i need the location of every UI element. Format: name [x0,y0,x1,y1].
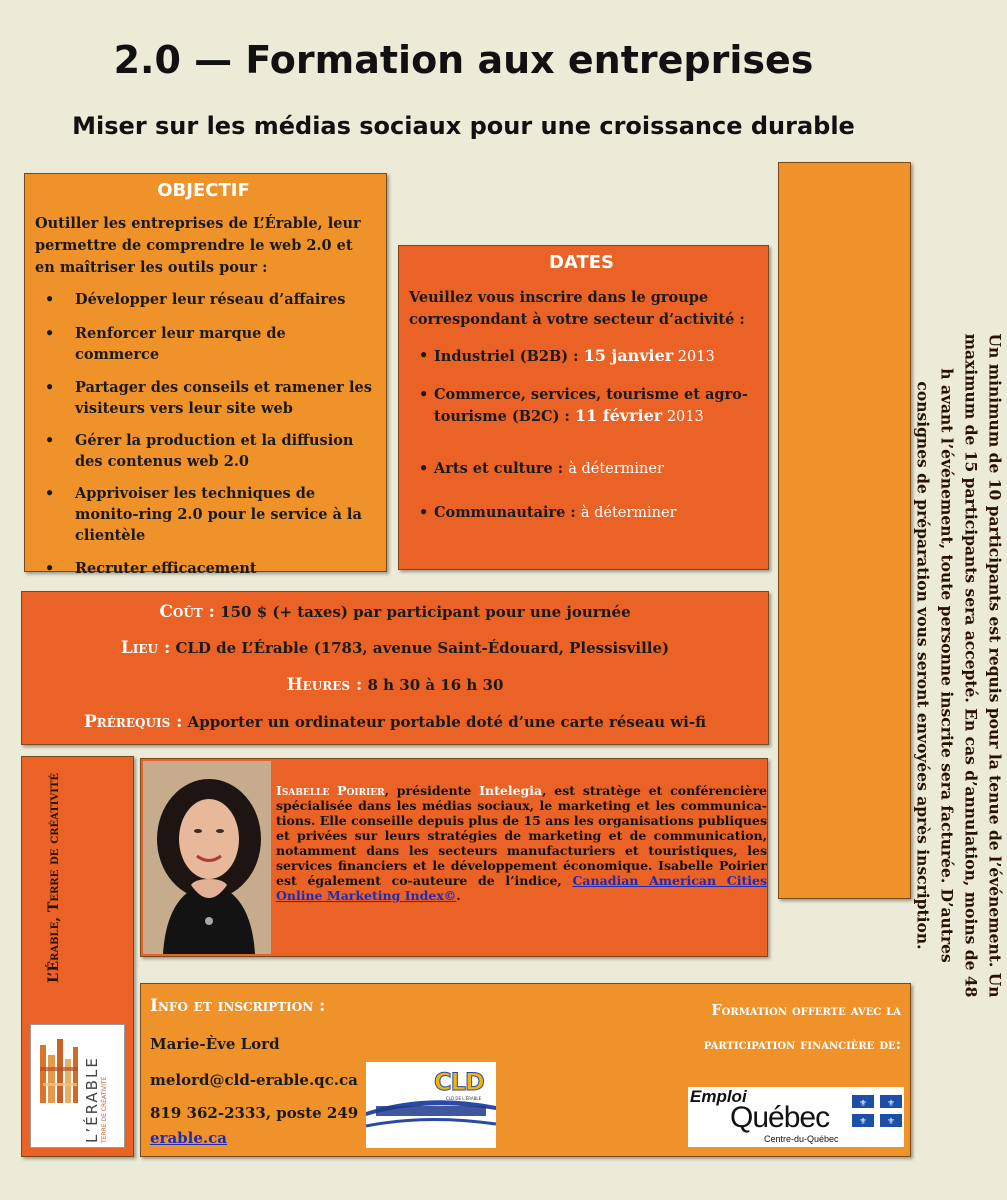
erable-logo [30,1024,125,1148]
bio-box [140,758,768,957]
dates-item-date: 15 janvier [583,346,674,365]
objectif-box [24,173,387,577]
financing-text [561,994,901,1062]
dates-item-label: Communautaire : [434,504,581,521]
cld-logo [366,1062,496,1148]
contact-phone: 819 362-2333, poste 249 [150,1104,359,1122]
dates-item-date: à déterminer [568,461,664,477]
bio-part2: , est stratège et conférencière spécialisée dans les médias sociaux, le marketing et les communica-tions. Elle conseille depuis plus de 15 ans les organisations publiques et privées sur leurs stratégies de marketing et de communication, notamment dans les secteurs manufacturiers et touristiques, les services financiers et le développement économique. Isabelle Poirier est également co-auteure de l’indice, [276,783,767,888]
erable-logo-tag: TERRE DE CRÉATIVITÉ [101,1076,108,1143]
dates-intro: Veuillez vous inscrire dans le groupe correspondant à votre secteur d’activité : [409,289,745,328]
erable-logo-graphic [31,1025,126,1149]
prereq-label: Prérequis : [84,712,183,732]
details-box [21,591,769,745]
objectif-item: • Recruter efficacement [35,558,372,579]
emploi-quebec-logo [688,1087,904,1147]
cost-label: Coût : [159,602,215,622]
place-line [28,636,762,660]
objectif-item: • Apprivoiser les techniques de monito-ring 2.0 pour le service à la clientèle [35,483,372,546]
speaker-org: Intelegia [479,783,543,798]
dates-item-label: Commerce, services, tourisme et agro-tourisme (B2C) : [434,386,748,425]
dates-item [409,345,754,368]
dates-item [409,502,754,524]
bio-text [276,783,767,903]
hours-line [28,673,762,697]
brand-box [21,756,134,1157]
dates-item [409,384,754,428]
objectif-list [35,289,372,579]
dates-item [409,458,754,480]
cost-value: 150 $ (+ taxes) par participant pour une journée [214,603,631,621]
hours-value: 8 h 30 à 16 h 30 [362,676,504,694]
dates-title: DATES [548,252,614,273]
svg-text:⚜: ⚜ [886,1117,896,1127]
place-label: Lieu : [120,638,171,658]
cld-logo-sub: CLD DE L’ÉRABLE [446,1096,482,1101]
dates-item-label: Industriel (B2B) : [434,348,584,365]
bio-part1: , présidente [384,783,480,798]
emploi-logo-word: Emploi [690,1087,747,1106]
objectif-item: • Partager des conseils et ramener les visiteurs vers leur site web [35,377,372,419]
dates-item-year: 2013 [662,409,704,425]
dates-item-label: Arts et culture : [434,460,569,477]
centre-logo-word: Centre-du-Québec [764,1134,839,1144]
page-title: 2.0 — Formation aux entreprises [113,38,814,82]
conditions-box [778,162,1005,998]
objectif-title: OBJECTIF [157,180,250,201]
objectif-item: • Renforcer leur marque de commerce [35,323,372,365]
dates-item-date: 11 février [574,406,663,425]
page-subtitle: Miser sur les médias sociaux pour une croissance durable [72,112,855,140]
objectif-item: • Gérer la production et la diffusion des contenus web 2.0 [35,430,372,472]
contact-email: melord@cld-erable.qc.ca [150,1071,358,1089]
objectif-intro: Outiller les entreprises de L’Érable, leur permettre de comprendre le web 2.0 et en maîtriser les outils pour : [35,215,361,276]
svg-text:⚜: ⚜ [858,1117,868,1127]
contact-name: Marie-Ève Lord [150,1035,280,1053]
conditions-text: Un minimum de 10 participants est requis pour la tenue de l’événement. Un maximum de 15 participants sera accepté. En cas d’annulation, moins de 48 h avant l’événement, toute personne inscrite sera facturée. D’autres consignes de préparation vous seront envoyées après inscription. [913,333,1005,998]
financing-line1: Formation offerte avec la [711,1002,901,1019]
bio-end: . [456,888,461,903]
dates-item-year: 2013 [673,349,715,365]
speaker-name: Isabelle Poirier [276,783,385,798]
financing-line2: participation financière de: [703,1036,901,1053]
quebec-logo-word: Québec [730,1101,830,1134]
speaker-photo-image [143,761,271,954]
svg-text:⚜: ⚜ [858,1099,868,1109]
objectif-item: • Développer leur réseau d’affaires [35,289,372,310]
prereq-line [28,710,762,734]
dates-list [409,345,754,524]
website-link[interactable]: erable.ca [150,1129,227,1147]
info-title: Info et inscription : [150,996,326,1016]
prereq-value: Apporter un ordinateur portable doté d’une carte réseau wi-fi [182,713,706,731]
erable-logo-word: L’ÉRABLE [83,1056,101,1143]
dates-box [398,245,769,570]
cost-line [28,600,762,624]
hours-label: Heures : [286,675,363,695]
cld-logo-text: CLD [434,1068,484,1096]
index-link[interactable]: Canadian American Cities Online Marketing Index© [276,873,767,903]
info-box [140,983,911,1157]
speaker-photo [143,761,271,954]
brand-vertical-text: L’Érable, Terre de créativité [46,773,62,984]
quebec-flag-icon [852,1095,902,1127]
dates-item-date: à déterminer [580,505,677,521]
place-value: CLD de L’Érable (1783, avenue Saint-Édouard, Plessisville) [170,639,670,657]
svg-text:⚜: ⚜ [886,1099,896,1109]
